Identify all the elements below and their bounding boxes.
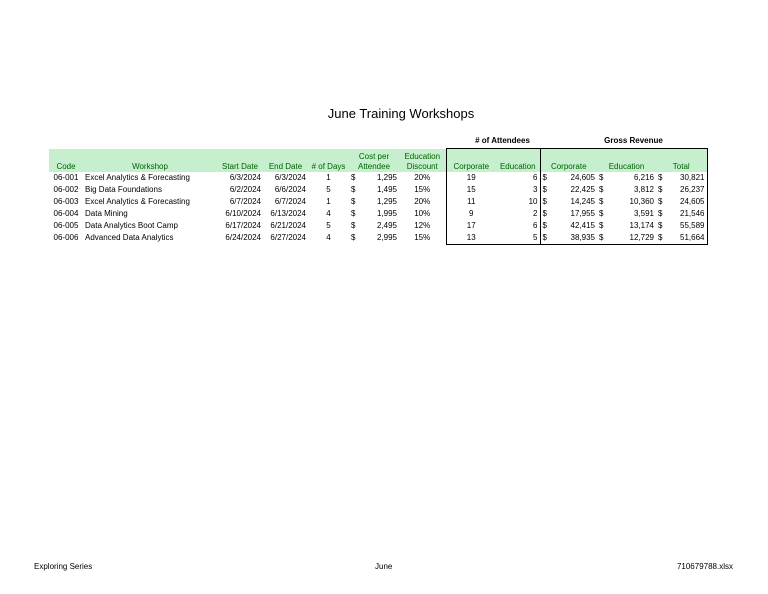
- cell-rev-edu[interactable]: [597, 172, 656, 184]
- cell-value: 2,995: [376, 233, 397, 243]
- col-header-cost[interactable]: Cost per Attendee: [349, 149, 399, 173]
- col-header-end-date[interactable]: End Date: [263, 149, 308, 173]
- cell-rev-edu[interactable]: [597, 220, 656, 232]
- cell-corp[interactable]: 19: [446, 172, 496, 184]
- cell-rev-edu[interactable]: [597, 184, 656, 196]
- sheet-title: June Training Workshops: [327, 106, 475, 121]
- cell-start[interactable]: 6/24/2024: [225, 233, 261, 243]
- cell-value: 6,216: [633, 173, 654, 182]
- cell-cost[interactable]: [349, 232, 399, 245]
- cell-code[interactable]: 06-001: [53, 173, 79, 182]
- currency-symbol: $: [658, 233, 663, 242]
- cell-code[interactable]: 06-004: [53, 209, 79, 218]
- currency-symbol: $: [351, 209, 356, 218]
- cell-corp[interactable]: 15: [446, 184, 496, 196]
- cell-cost[interactable]: [349, 208, 399, 220]
- col-header-revenue-education[interactable]: Education: [597, 149, 656, 173]
- header-row: [49, 149, 707, 173]
- revenue-group-header: Gross Revenue: [604, 136, 663, 145]
- footer-right: 710679788.xlsx: [676, 562, 733, 571]
- cell-workshop[interactable]: Excel Analytics & Forecasting: [85, 173, 190, 182]
- currency-symbol: $: [542, 233, 547, 242]
- currency-symbol: $: [542, 209, 547, 218]
- cell-rev-corp[interactable]: [540, 196, 597, 208]
- currency-symbol: $: [599, 221, 604, 230]
- cell-value: 10,360: [629, 197, 654, 206]
- cell-rev-corp[interactable]: [540, 220, 597, 232]
- cell-workshop[interactable]: Big Data Foundations: [85, 185, 162, 194]
- footer-left: Exploring Series: [34, 562, 93, 571]
- cell-value: 42,415: [570, 221, 595, 230]
- cell-end[interactable]: 6/7/2024: [274, 197, 306, 206]
- cell-rev-corp[interactable]: [540, 172, 597, 184]
- cell-value: 1,495: [376, 185, 397, 194]
- currency-symbol: $: [658, 209, 663, 218]
- currency-symbol: $: [351, 173, 356, 182]
- currency-symbol: $: [599, 197, 604, 206]
- cell-workshop[interactable]: Advanced Data Analytics: [85, 233, 174, 243]
- col-header-workshop[interactable]: Workshop: [83, 149, 217, 173]
- cell-start[interactable]: 6/17/2024: [225, 221, 261, 230]
- cell-rev-edu[interactable]: [597, 208, 656, 220]
- footer-center: June: [375, 562, 393, 571]
- table-row: [49, 196, 707, 208]
- cell-value: 24,605: [570, 173, 595, 182]
- cell-discount[interactable]: 10%: [414, 209, 431, 218]
- cell-discount[interactable]: 20%: [414, 197, 431, 206]
- cell-value: 2,495: [376, 221, 397, 230]
- cell-code[interactable]: 06-002: [53, 185, 79, 194]
- currency-symbol: $: [599, 173, 604, 182]
- currency-symbol: $: [599, 209, 604, 218]
- cell-total[interactable]: [656, 172, 707, 184]
- cell-discount[interactable]: 20%: [414, 173, 431, 182]
- cell-workshop[interactable]: Data Mining: [85, 209, 128, 218]
- currency-symbol: $: [351, 233, 356, 243]
- cell-discount[interactable]: 15%: [414, 233, 431, 243]
- cell-edu[interactable]: 10: [528, 197, 538, 206]
- col-header-revenue-corporate[interactable]: Corporate: [540, 149, 597, 173]
- cell-workshop[interactable]: Excel Analytics & Forecasting: [85, 197, 190, 206]
- cell-days[interactable]: 1: [326, 197, 331, 206]
- cell-days[interactable]: 4: [326, 233, 331, 243]
- cell-total[interactable]: [656, 220, 707, 232]
- cell-value: 22,425: [570, 185, 595, 194]
- currency-symbol: $: [599, 233, 604, 242]
- cell-value: 1,295: [376, 197, 397, 206]
- cell-value: 1,295: [376, 173, 397, 182]
- cell-end[interactable]: 6/27/2024: [270, 233, 306, 243]
- cell-start[interactable]: 6/2/2024: [229, 185, 261, 194]
- currency-symbol: $: [658, 185, 663, 194]
- currency-symbol: $: [658, 197, 663, 206]
- cell-corp[interactable]: 11: [446, 196, 496, 208]
- currency-symbol: $: [542, 173, 547, 182]
- currency-symbol: $: [542, 197, 547, 206]
- currency-symbol: $: [542, 221, 547, 230]
- cell-value: 38,935: [570, 233, 595, 242]
- cell-days[interactable]: 4: [326, 209, 331, 218]
- cell-start[interactable]: 6/7/2024: [229, 197, 261, 206]
- table-row: [49, 172, 707, 184]
- cell-rev-corp[interactable]: [540, 232, 597, 245]
- cell-cost[interactable]: [349, 196, 399, 208]
- cell-edu[interactable]: 2: [533, 209, 538, 218]
- cell-corp[interactable]: 17: [446, 220, 496, 232]
- cell-discount[interactable]: 12%: [414, 221, 431, 230]
- cell-days[interactable]: 5: [326, 185, 331, 194]
- cell-value: 51,664: [680, 233, 705, 242]
- table-row: [49, 184, 707, 196]
- cell-discount[interactable]: 15%: [414, 185, 431, 194]
- currency-symbol: $: [351, 197, 356, 206]
- workshop-table: [49, 148, 708, 245]
- cell-rev-corp[interactable]: [540, 208, 597, 220]
- cell-end[interactable]: 6/13/2024: [270, 209, 306, 218]
- cell-code[interactable]: 06-006: [53, 233, 79, 243]
- cell-edu[interactable]: 3: [533, 185, 538, 194]
- cell-days[interactable]: 1: [326, 173, 331, 182]
- cell-code[interactable]: 06-005: [53, 221, 79, 230]
- cell-cost[interactable]: [349, 220, 399, 232]
- currency-symbol: $: [599, 185, 604, 194]
- cell-total[interactable]: [656, 184, 707, 196]
- col-header-discount[interactable]: Education Discount: [399, 149, 446, 173]
- cell-corp[interactable]: 9: [446, 208, 496, 220]
- cell-value: 17,955: [570, 209, 595, 218]
- cell-total[interactable]: [656, 196, 707, 208]
- currency-symbol: $: [658, 173, 663, 182]
- table-row: [49, 208, 707, 220]
- col-header-days[interactable]: # of Days: [308, 149, 349, 173]
- cell-value: 21,546: [680, 209, 705, 218]
- cell-total[interactable]: [656, 208, 707, 220]
- cell-total[interactable]: [656, 232, 707, 245]
- cell-start[interactable]: 6/10/2024: [225, 209, 261, 218]
- cell-value: 1,995: [376, 209, 397, 218]
- cell-start[interactable]: 6/3/2024: [229, 173, 261, 182]
- cell-end[interactable]: 6/21/2024: [270, 221, 306, 230]
- cell-cost[interactable]: [349, 184, 399, 196]
- currency-symbol: $: [542, 185, 547, 194]
- cell-rev-corp[interactable]: [540, 184, 597, 196]
- cell-value: 12,729: [629, 233, 654, 242]
- cell-end[interactable]: 6/3/2024: [274, 173, 306, 182]
- cell-edu[interactable]: 5: [496, 232, 540, 245]
- cell-edu[interactable]: 6: [533, 221, 538, 230]
- cell-edu[interactable]: 6: [533, 173, 538, 182]
- table-row: [49, 232, 707, 245]
- cell-value: 26,237: [680, 185, 705, 194]
- col-header-start-date[interactable]: Start Date: [217, 149, 263, 173]
- cell-value: 30,821: [680, 173, 705, 182]
- cell-value: 3,812: [633, 185, 654, 194]
- cell-rev-edu[interactable]: [597, 196, 656, 208]
- cell-value: 14,245: [570, 197, 595, 206]
- table-row: [49, 220, 707, 232]
- currency-symbol: $: [658, 221, 663, 230]
- col-header-attendees-corporate[interactable]: Corporate: [446, 149, 496, 173]
- cell-value: 24,605: [680, 197, 705, 206]
- col-header-code[interactable]: Code: [49, 149, 83, 173]
- cell-end[interactable]: 6/6/2024: [274, 185, 306, 194]
- cell-value: 3,591: [633, 209, 654, 218]
- cell-code[interactable]: 06-003: [53, 197, 79, 206]
- col-header-attendees-education[interactable]: Education: [496, 149, 540, 173]
- currency-symbol: $: [351, 185, 356, 194]
- cell-cost[interactable]: [349, 172, 399, 184]
- cell-days[interactable]: 5: [326, 221, 331, 230]
- col-header-total[interactable]: Total: [656, 149, 707, 173]
- cell-value: 55,589: [680, 221, 705, 230]
- cell-corp[interactable]: 13: [446, 232, 496, 245]
- cell-workshop[interactable]: Data Analytics Boot Camp: [85, 221, 178, 230]
- cell-value: 13,174: [629, 221, 654, 230]
- attendees-group-header: # of Attendees: [475, 136, 530, 145]
- currency-symbol: $: [351, 221, 356, 230]
- cell-rev-edu[interactable]: [597, 232, 656, 245]
